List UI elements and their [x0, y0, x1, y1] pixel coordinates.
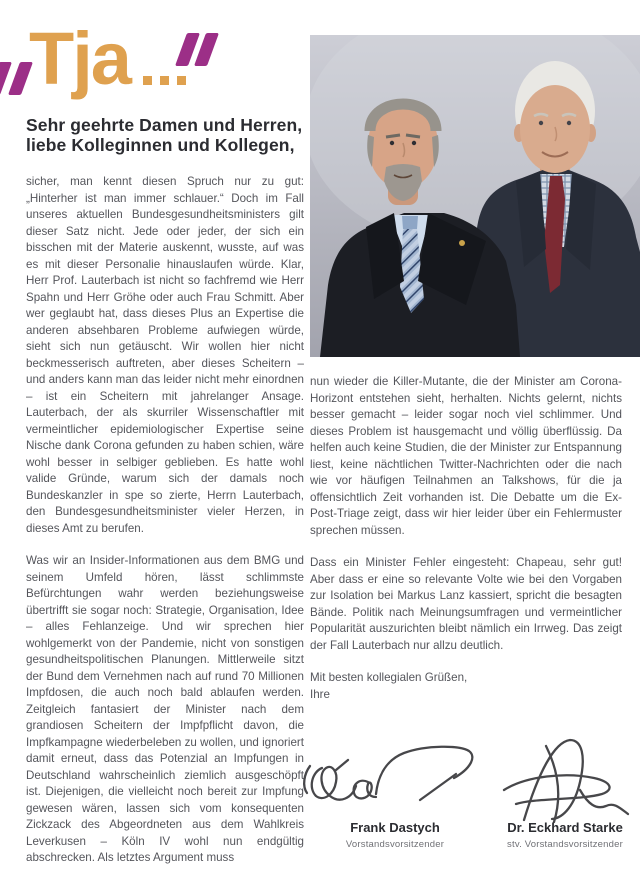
paragraph: nun wieder die Killer-Mutante, die der Minister am Corona-Horizont entstehen sieht, herhalten. Nichts gelernt, nichts besser gemacht – leider sogar noch viel schlimmer. Und dieses Problem ist hausgemacht und völlig überflüssig. Da helfen auch keine Studien, die der Minister zur Entspannung liest, keine nächtlichen Twitter-Nachrichten oder die nach wie vor häufigen Teilnahmen an Talkshows, für die ja offensichtlich Zeit vorhanden ist. Die Debatte um die Ex-Post-Triage zeigt, dass wir hier leider über ein Fehlermuster sprechen müssen.: [310, 375, 622, 537]
signer-name: Frank Dastych: [350, 820, 440, 835]
greeting: [26, 115, 302, 155]
signature-eckhard-starke: [494, 732, 634, 824]
signatures: [302, 736, 640, 822]
photo-illustration: [310, 35, 640, 357]
board-members-photo: [310, 35, 640, 357]
greeting-line-2: liebe Kolleginnen und Kollegen,: [26, 135, 295, 155]
signer-eckhard-starke: [500, 820, 630, 850]
body-column-left: [26, 174, 304, 883]
ellipsis-dot: [143, 76, 152, 85]
signer-role: Vorstandsvorsitzender: [345, 839, 445, 850]
page-title: [0, 0, 320, 118]
greeting-line-1: Sehr geehrte Damen und Herren,: [26, 115, 303, 135]
signer-name: Dr. Eckhard Starke: [507, 820, 623, 835]
paragraph: sicher, man kennt diesen Spruch nur zu gut: „Hinterher ist man immer schlauer.“ Doch im Fall unseres aktuellen Bundesgesundheitsministers gilt dieser Satz nicht. Jede oder jeder, der sich ein bisschen mit der Materie auskennt, wusste, auf was es mit dieser Personalie hinauslaufen würde. Klar, Herr Prof. Lauterbach ist nicht so fachfremd wie Herr Spahn und Herr Gröhe oder auch Frau Schmitt. Aber wer geglaubt hat, dass dieses Plus an Expertise die anderen absehbaren Probleme aufwiegen würde, sieht sich nun getäuscht. Wir wollen hier nicht beckmesserisch auftreten, aber dieses Scheitern – und anders kann man das leider nicht mehr einordnen – ist ein Scheitern mit jahrelanger Ansage. Lauterbach, der als skurriler Wissenschaftler mit vermeintlicher epidemiologischer Expertise seine Nische dank Corona gefunden zu haben schien, wäre wohl besser in selbiger geblieben. Es hatte wohl valide Gründe, warum sich der damals noch Bundeskanzler in spe so zierte, Herrn Lauterbach, den Bundesgesundheitsminister vieler Herzen, in dieses Amt zu berufen.: [26, 175, 304, 535]
ellipsis-dot: [160, 76, 169, 85]
title-word: Tja: [29, 17, 130, 100]
signer-frank-dastych: [310, 820, 480, 850]
signature-frank-dastych: [302, 736, 480, 816]
ellipsis-dot: [177, 76, 186, 85]
paragraph: Was wir an Insider-Informationen aus dem BMG und seinem Umfeld hören, lässt schlimmste Befürchtungen wahr werden beziehungsweise übertrifft sie sogar noch: Strategie, Organisation, Idee – alles Fehlanzeige. Und wir sprechen hier wohlgemerkt von der Pandemie, nicht von sonstigen gesundheitspolitischen Planungen. Mittlerweile sitzt der Bund dem Vernehmen nach auf rund 70 Millionen Impfdosen, die auch noch bald ablaufen werden. Zeitgleich fantasiert der Minister nach dem grandiosen Scheitern der Impfpflicht davon, die Impfkampagne wiederbeleben zu wollen, und ignoriert damit erneut, dass das Potenzial an Impfungen in Deutschland wahrscheinlich ziemlich ausgeschöpft ist. Diejenigen, die vielleicht noch bereit zur Impfung gewesen wären, lassen sich vom konsequenten Zickzack des Abgeordneten aus dem Wahlkreis Leverkusen – Köln IV wohl nun endgültig abschrecken. Als letztes Argument muss: [26, 554, 304, 864]
closing-line-2: Ihre: [310, 687, 330, 701]
body-column-right: [310, 374, 622, 703]
signers: [310, 820, 630, 870]
signer-role: stv. Vorstandsvorsitzender: [507, 839, 623, 850]
paragraph: Dass ein Minister Fehler eingesteht: Chapeau, sehr gut! Aber dass er eine so relevante Volte wie bei den Vorgaben zur Isolation bei Markus Lanz kassiert, spricht die besagten Bände. Politik nach Meinungsumfragen und vermeintlicher Popularität auszurichten bleibt nämlich ein Irrweg. Das zeigt der Fall Lauterbach nur allzu deutlich.: [310, 556, 622, 652]
closing-line-1: Mit besten kollegialen Grüßen,: [310, 671, 468, 684]
closing-salutation: [310, 670, 622, 703]
